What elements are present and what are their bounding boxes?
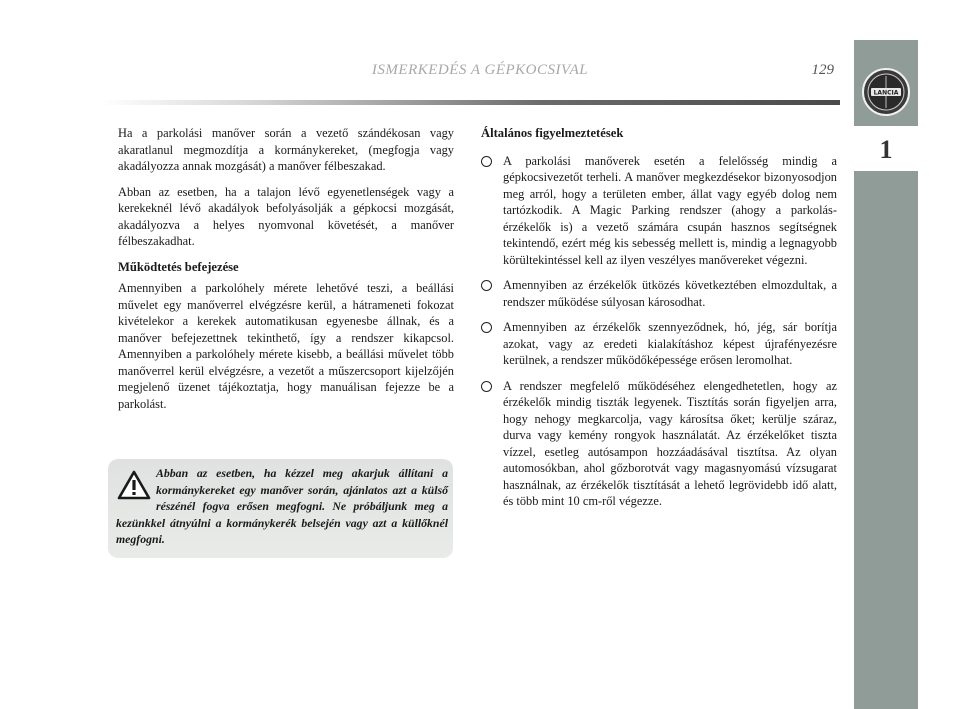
circle-bullet-icon xyxy=(481,322,492,333)
warning-triangle-icon xyxy=(116,469,152,501)
header-rule xyxy=(100,100,840,105)
right-column xyxy=(481,125,837,519)
page-number: 129 xyxy=(811,62,834,78)
list-item: A rendszer megfelelő működéséhez elengedhetetlen, hogy az érzékelők mindig tiszták legyenek. Tisztítás során figyeljen arra, hogy nehogy megkarcolja, vagy károsítsa őket; kerülje száraz, durva vagy kemény rongyok használatát. Az érzékelőket tiszta vízzel, esetleg autósampon hozzáadásával tisztítsa. Az olyan automosókban, ahol gőzborotvát vagy magasnyomású vízsugarat használnak, az érzékelők tisztítását a lehető legrövidebb idő alatt, és több mint 10 cm-ről végezze. xyxy=(481,378,837,510)
chapter-number: 1 xyxy=(854,129,918,171)
running-header: ISMERKEDÉS A GÉPKOCSIVAL xyxy=(371,62,589,78)
circle-bullet-icon xyxy=(481,156,492,167)
paragraph: Ha a parkolási manőver során a vezető szándékosan vagy akaratlanul megmozdítja a kormánykereket, (megfogja vagy akadályozza annak mozgását) a manőver félbeszakad. xyxy=(118,126,454,173)
circle-bullet-icon xyxy=(481,381,492,392)
warning-box xyxy=(108,459,453,558)
list-item: A parkolási manőverek esetén a felelősség mindig a gépkocsivezetőt terheli. A manőver megkezdésekor bizonyosodjon meg arról, hogy a területen ember, állat vagy egyéb dolog nem tartózkodik. A Magic Parking rendszer (ahogy a parkolás-érzékelők is) a vezető számára csupán hasznos segítségnek tekintendő, ezért még kis sebesség mellett is, mindig a legnagyobb körültekintéssel kell az ilyen veszélyes manővereket végezni. xyxy=(481,153,837,269)
list-item: Amennyiben az érzékelők ütközés következtében elmozdultak, a rendszer működése súlyosan károsodhat. xyxy=(481,277,837,310)
paragraph: Abban az esetben, ha a talajon lévő egyenetlenségek vagy a kerekeknél lévő akadályok befolyásolják a gépkocsi mozgását, akadályozva a helyes nyomvonal követését, a manőver félbeszakadhat. xyxy=(118,184,454,248)
list-item: Amennyiben az érzékelők szennyeződnek, hó, jég, sár borítja azokat, vagy az eredeti kialakításhoz képest újrafényezésre kerülnek, a rendszer működőképessége erősen leromolhat. xyxy=(481,319,837,369)
section-heading: Működtetés befejezése xyxy=(118,259,239,274)
left-column xyxy=(118,125,454,421)
section-heading: Általános figyelmeztetések xyxy=(481,126,624,140)
paragraph: Amennyiben a parkolóhely mérete lehetővé teszi, a beállási művelet egy manőverrel elvégzésre kerül, a hátrameneti fokozat kivételekor a kerekek automatikusan egyenesbe állnak, és a manőver befejezettnek tekinthető, így a rendszer kikapcsol. Amennyiben a parkolóhely mérete kisebb, a beállási művelet több manőverrel kerül elvégzésre, a vezetőt a műszercsoport kijelzőjén megjelenő üzenet tájékoztatja, hogy manuálisan fejezze be a parkolást. xyxy=(118,281,454,411)
svg-text:LANCIA: LANCIA xyxy=(873,89,899,97)
chapter-side-tab xyxy=(854,40,918,709)
circle-bullet-icon xyxy=(481,280,492,291)
warning-text: Abban az esetben, ha kézzel meg akarjuk állítani a kormánykereket egy manőver során, ajánlatos azt a külső részénél fogva erősen megfogni. Ne próbáljunk meg a kezünkkel átnyúlni a kormánykerék belsején vagy azt a küllőknél megfogni. xyxy=(116,466,448,547)
lancia-logo xyxy=(860,66,912,118)
warning-text-block xyxy=(116,465,448,548)
